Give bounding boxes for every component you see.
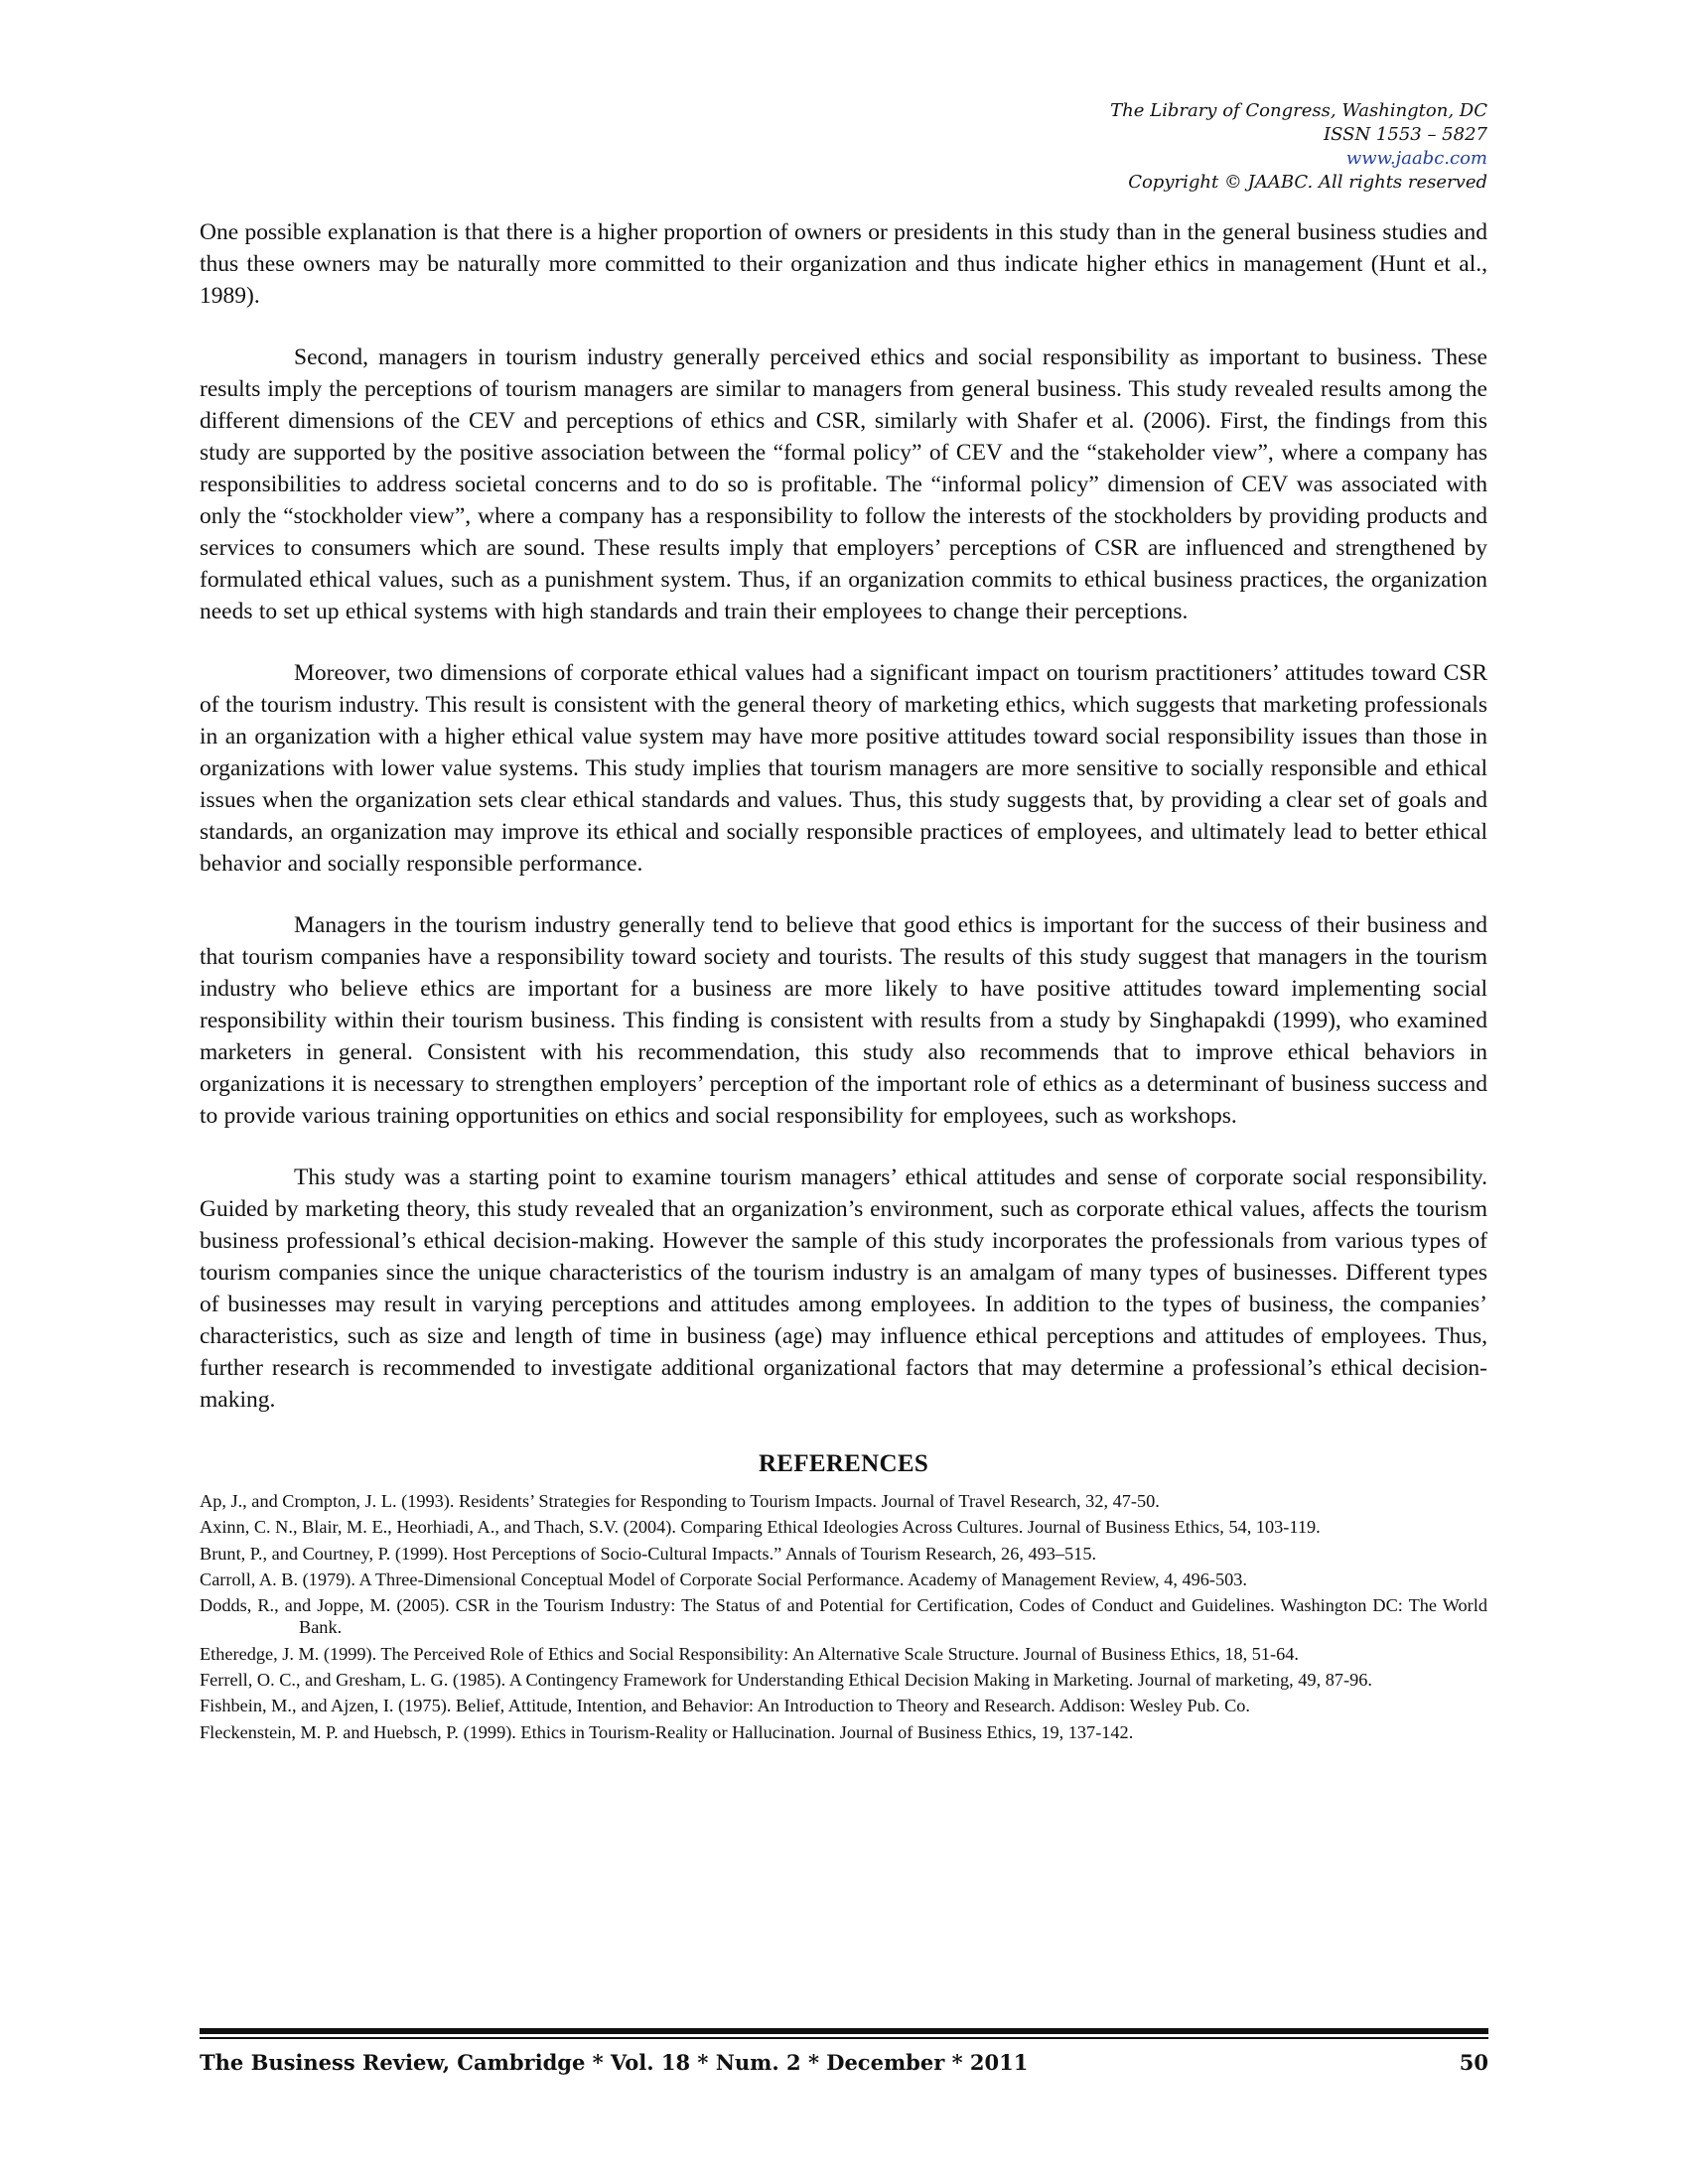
reference-list: [200, 1490, 1487, 1743]
running-footer: [200, 2049, 1488, 2077]
reference-item: Fishbein, M., and Ajzen, I. (1975). Belief, Attitude, Intention, and Behavior: An Introduction to Theory and Research. Addison: Wesley Pub. Co.: [200, 1696, 1251, 1716]
reference-item: Ferrell, O. C., and Gresham, L. G. (1985). A Contingency Framework for Understanding Ethical Decision Making in Marketing. Journal of marketing, 49, 87-96.: [200, 1670, 1372, 1691]
reference-item: Ap, J., and Crompton, J. L. (1993). Residents’ Strategies for Responding to Tourism Impacts. Journal of Travel Research, 32, 47-50.: [200, 1491, 1160, 1511]
reference-item: Carroll, A. B. (1979). A Three-Dimensional Conceptual Model of Corporate Social Performance. Academy of Management Review, 4, 496-503.: [200, 1569, 1247, 1589]
header-copyright: Copyright © JAABC. All rights reserved: [1128, 172, 1487, 193]
references-heading: REFERENCES: [758, 1450, 929, 1477]
reference-item: Brunt, P., and Courtney, P. (1999). Host Perceptions of Socio-Cultural Impacts.” Annals of Tourism Research, 26, 493–515.: [200, 1543, 1097, 1564]
footer-journal-info: The Business Review, Cambridge * Vol. 18 * Num. 2 * December * 2011: [200, 2050, 1029, 2075]
article-body: [200, 216, 1487, 1747]
paragraph-3: Moreover, two dimensions of corporate ethical values had a significant impact on tourism practitioners’ attitudes toward CSR of the tourism industry. This result is consistent with the general theory of marketing ethics, which suggests that marketing professionals in an organization with a higher ethical value system may have more positive attitudes toward social responsibility issues than those in organizations with lower value systems. This study implies that tourism managers are more sensitive to socially responsible and ethical issues when the organization sets clear ethical standards and values. Thus, this study suggests that, by providing a clear set of goals and standards, an organization may improve its ethical and socially responsible practices of employees, and ultimately lead to better ethical behavior and socially responsible performance.: [200, 660, 1487, 877]
footer-divider-thick: [200, 2028, 1488, 2034]
header-website-link[interactable]: www.jaabc.com: [1345, 148, 1487, 169]
footer-divider-thin: [200, 2037, 1488, 2039]
paragraph-2: Second, managers in tourism industry generally perceived ethics and social responsibility as important to business. These results imply the perceptions of tourism managers are similar to managers from general business. This study revealed results among the different dimensions of the CEV and perceptions of ethics and CSR, similarly with Shafer et al. (2006). First, the findings from this study are supported by the positive association between the “formal policy” of CEV and the “stakeholder view”, where a company has responsibilities to address societal concerns and to do so is profitable. The “informal policy” dimension of CEV was associated with only the “stockholder view”, where a company has a responsibility to follow the interests of the stockholders by providing products and services to consumers which are sound. These results imply that employers’ perceptions of CSR are influenced and strengthened by formulated ethical values, such as a punishment system. Thus, if an organization commits to ethical business practices, the organization needs to set up ethical systems with high standards and train their employees to change their perceptions.: [200, 344, 1487, 624]
header-issn: ISSN 1553 – 5827: [1324, 124, 1487, 145]
paragraph-4: Managers in the tourism industry generally tend to believe that good ethics is important for the success of their business and that tourism companies have a responsibility toward society and tourists. The results of this study suggest that managers in the tourism industry who believe ethics are important for a business are more likely to have positive attitudes toward implementing social responsibility within their tourism business. This finding is consistent with results from a study by Singhapakdi (1999), who examined marketers in general. Consistent with his recommendation, this study also recommends that to improve ethical behaviors in organizations it is necessary to strengthen employers’ perception of the important role of ethics as a determinant of business success and to provide various training opportunities on ethics and social responsibility for employees, such as workshops.: [200, 912, 1487, 1129]
paragraph-1: One possible explanation is that there is a higher proportion of owners or presidents in this study than in the general business studies and thus these owners may be naturally more committed to their organization and thus indicate higher ethics in management (Hunt et al., 1989).: [200, 219, 1487, 309]
reference-item: Fleckenstein, M. P. and Huebsch, P. (1999). Ethics in Tourism-Reality or Hallucination. Journal of Business Ethics, 19, 137-142.: [200, 1721, 1134, 1742]
paragraph-5: This study was a starting point to examine tourism managers’ ethical attitudes and sense of corporate social responsibility. Guided by marketing theory, this study revealed that an organization’s environment, such as corporate ethical values, affects the tourism business professional’s ethical decision-making. However the sample of this study incorporates the professionals from various types of tourism companies since the unique characteristics of the tourism industry is an amalgam of many types of businesses. Different types of businesses may result in varying perceptions and attitudes among employees. In addition to the types of business, the companies’ characteristics, such as size and length of time in business (age) may influence ethical perceptions and attitudes of employees. Thus, further research is recommended to investigate additional organizational factors that may determine a professional’s ethical decision-making.: [200, 1164, 1487, 1413]
reference-item: Dodds, R., and Joppe, M. (2005). CSR in the Tourism Industry: The Status of and Potential for Certification, Codes of Conduct and Guidelines. Washington DC: The World Bank.: [200, 1595, 1487, 1638]
reference-item: Axinn, C. N., Blair, M. E., Heorhiadi, A., and Thach, S.V. (2004). Comparing Ethical Ideologies Across Cultures. Journal of Business Ethics, 54, 103-119.: [200, 1517, 1321, 1538]
reference-item: Etheredge, J. M. (1999). The Perceived Role of Ethics and Social Responsibility: An Alternative Scale Structure. Journal of Business Ethics, 18, 51-64.: [200, 1643, 1299, 1664]
header-library: The Library of Congress, Washington, DC: [1110, 100, 1487, 121]
running-header: [892, 99, 1487, 195]
page-number: 50: [1459, 2050, 1488, 2075]
